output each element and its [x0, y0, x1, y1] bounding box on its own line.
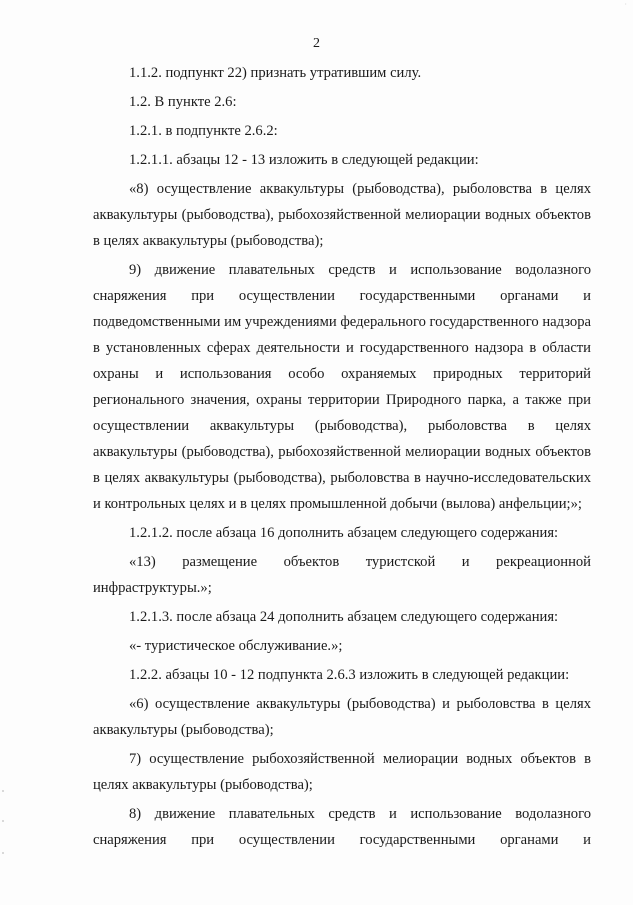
paragraph-tourism: «- туристическое обслуживание.»; [129, 638, 343, 654]
paragraph-item-7: 7) осуществление рыбохозяйственной мелиорации водных объектов в целях аквакультуры (рыбоводства); [93, 751, 591, 793]
paragraph-item-9: 9) движение плавательных средств и использование водолазного снаряжения при осуществлении государственными органами и подведомственными им учреждениями федерального государственного надзора в установленных сферах деятельности и государственного надзора в области охраны и использования особо охраняемых природных территорий регионального значения, охраны территории Природного парка, а также при осуществлении аквакультуры (рыбоводства), рыболовства в целях аквакультуры (рыбоводства), рыбохозяйственной мелиорации водных объектов в целях аквакультуры (рыбоводства), рыболовства в научно-исследовательских и контрольных целях и в целях промышленной добычи (вылова) анфельции;»; [93, 262, 591, 512]
scan-artifact [2, 820, 4, 822]
paragraph-1-1-2: 1.1.2. подпункт 22) признать утратившим силу. [129, 65, 422, 81]
scan-artifact [2, 790, 4, 792]
paragraph-item-8: «8) осуществление аквакультуры (рыбоводства), рыболовства в целях аквакультуры (рыбоводства), рыбохозяйственной мелиорации водных объектов в целях аквакультуры (рыбоводства); [93, 181, 591, 249]
paragraph-1-2-1-3: 1.2.1.3. после абзаца 24 дополнить абзацем следующего содержания: [129, 609, 559, 625]
scan-artifact: · [624, 0, 627, 9]
scan-artifact [2, 852, 4, 854]
paragraph-item-6: «6) осуществление аквакультуры (рыбоводства) и рыболовства в целях аквакультуры (рыбоводства); [93, 696, 591, 738]
page-number: 2 [313, 36, 320, 51]
paragraph-1-2-2: 1.2.2. абзацы 10 - 12 подпункта 2.6.3 изложить в следующей редакции: [129, 667, 570, 683]
paragraph-1-2-1-1: 1.2.1.1. абзацы 12 - 13 изложить в следующей редакции: [129, 152, 479, 168]
paragraph-1-2-1: 1.2.1. в подпункте 2.6.2: [129, 123, 278, 139]
paragraph-item-13: «13) размещение объектов туристской и рекреационной инфраструктуры.»; [93, 554, 591, 596]
paragraph-1-2-1-2: 1.2.1.2. после абзаца 16 дополнить абзацем следующего содержания: [129, 525, 559, 541]
document-body [93, 60, 591, 853]
paragraph-item-8-cont: 8) движение плавательных средств и использование водолазного снаряжения при осуществлении государственными органами и [93, 806, 591, 848]
paragraph-1-2: 1.2. В пункте 2.6: [129, 94, 237, 110]
